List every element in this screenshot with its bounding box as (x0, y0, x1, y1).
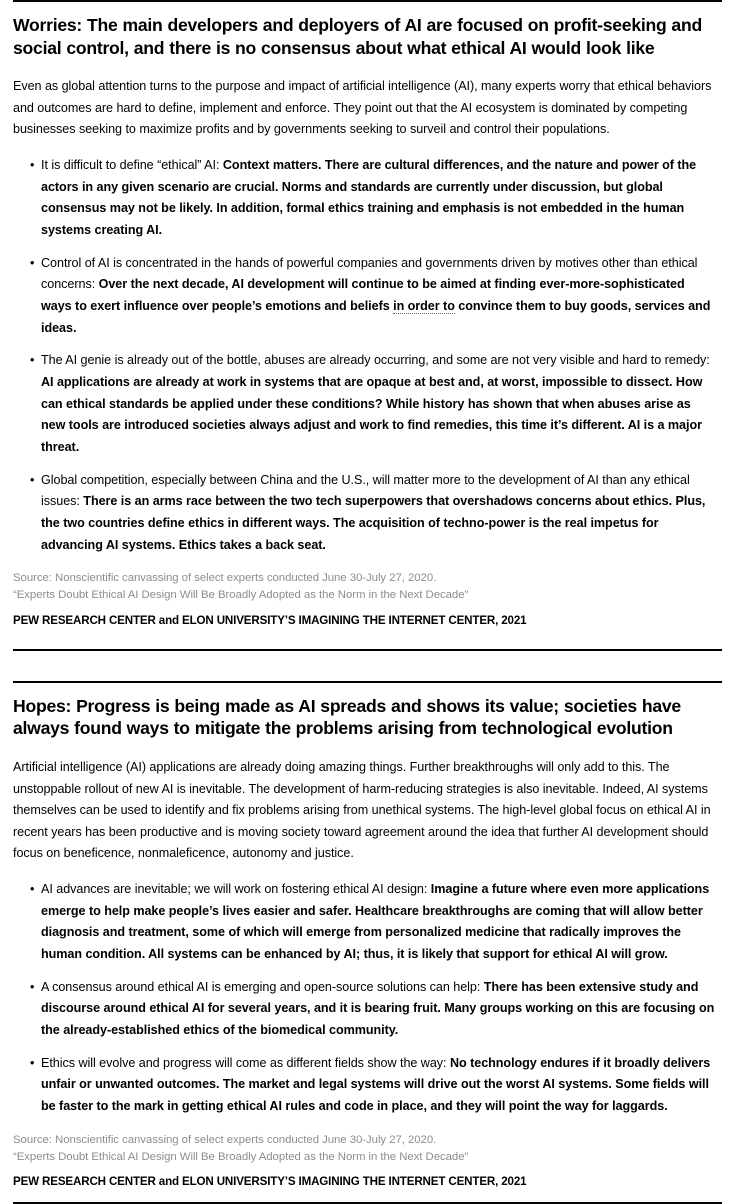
section-intro-hopes: Artificial intelligence (AI) applications are already doing amazing things. Further breakthroughs will only add to this. The unstoppable rollout of new AI is inevitable. The development of harm-reducing strategies is also inevitable. Indeed, AI systems themselves can be used to identify and fix problems arising from unethical systems. The high-level global focus on ethical AI in recent years has been productive and is moving society toward agreement around the idea that further AI development should focus on beneficence, nonmaleficence, autonomy and justice. (13, 759, 711, 861)
bullet-marker-icon: • (30, 472, 35, 487)
section-headline-hopes: Hopes: Progress is being made as AI spreads and shows its value; societies have always found ways to mitigate the problems arising from technological evolution (13, 695, 681, 739)
section-intro-worries: Even as global attention turns to the purpose and impact of artificial intelligence (AI), many experts worry that ethical behaviors and outcomes are hard to define, implement and enforce. They point out that the AI ecosystem is dominated by competing businesses seeking to maximize profits and by governments seeking to surveil and control their populations. (13, 79, 712, 137)
source-line-1: Source: Nonscientific canvassing of select experts conducted June 30-July 27, 2020. (13, 1133, 437, 1146)
spacer-after-hopes (0, 1188, 737, 1202)
bullet-list-worries (13, 155, 722, 556)
attribution-line: PEW RESEARCH CENTER and ELON UNIVERSITY’S IMAGINING THE INTERNET CENTER, 2021 (13, 613, 527, 627)
source-line-1: Source: Nonscientific canvassing of select experts conducted June 30-July 27, 2020. (13, 572, 437, 585)
bullet-marker-icon: • (30, 979, 35, 994)
list-item (13, 470, 722, 557)
source-note-worries (13, 570, 722, 627)
bullet-lead: Control of AI is concentrated in the hands of powerful companies and governments driven by motives other than ethical concerns: (41, 255, 698, 292)
source-line-2: “Experts Doubt Ethical AI Design Will Be Broadly Adopted as the Norm in the Next Decade” (13, 1151, 469, 1164)
list-item (13, 253, 722, 340)
bullet-body-post: convince them to buy goods, services and ideas. (41, 298, 711, 335)
bullet-body: Imagine a future where even more applications emerge to help make people’s lives easier and safer. Healthcare breakthroughs are coming that will allow better diagnosis and treatment, some of which will emerge from personalized medicine that radically improves the human condition. All systems can be enhanced by AI; thus, it is likely that support for ethical AI will grow. (41, 882, 710, 962)
grammar-suggestion-text[interactable]: in order to (393, 298, 455, 313)
source-note-hopes (13, 1132, 722, 1189)
source-line-2: “Experts Doubt Ethical AI Design Will Be Broadly Adopted as the Norm in the Next Decade” (13, 589, 469, 602)
bullet-lead: The AI genie is already out of the bottle, abuses are already occurring, and some are not very visible and hard to remedy: (41, 353, 710, 368)
bullet-lead: A consensus around ethical AI is emerging and open-source solutions can help: (41, 979, 484, 994)
section-divider-gap (0, 651, 737, 681)
bullet-body-pre: Over the next decade, AI development will continue to be aimed at finding ever-more-sophisticated ways to exert influence over people’s emotions and beliefs (41, 277, 685, 313)
bullet-body: There is an arms race between the two tech superpowers that overshadows concerns about ethics. Plus, the two countries define ethics in different ways. The acquisition of techno-power is the real impetus for advancing AI systems. Ethics takes a back seat. (41, 494, 706, 552)
bullet-body: Context matters. There are cultural differences, and the nature and power of the actors in any given scenario are crucial. Norms and standards are currently under discussion, but global consensus may not be likely. In addition, formal ethics training and emphasis is not embedded in the human systems creating AI. (41, 158, 697, 237)
bullet-body: No technology endures if it broadly delivers unfair or unwanted outcomes. The market and legal systems will drive out the worst AI systems. Some fields will be faster to the mark in getting ethical AI rules and code in place, and they will point the way for laggards. (41, 1055, 711, 1114)
bullet-lead: Ethics will evolve and progress will come as different fields show the way: (41, 1055, 450, 1070)
bullet-body: AI applications are already at work in systems that are opaque at best and, at worst, impossible to dissect. How can ethical standards be applied under these conditions? While history has shown that when abuses arise as new tools are introduced societies always adjust and work to find remedies, this time it’s different. AI is a major threat. (41, 374, 703, 454)
list-item (13, 155, 722, 242)
bullet-marker-icon: • (30, 255, 35, 270)
section-top-rule-hopes (13, 681, 722, 683)
section-hopes (0, 695, 737, 1189)
bullet-marker-icon: • (30, 158, 35, 172)
list-item (13, 1053, 722, 1118)
bullet-marker-icon: • (30, 1055, 35, 1070)
attribution-line: PEW RESEARCH CENTER and ELON UNIVERSITY’S IMAGINING THE INTERNET CENTER, 2021 (13, 1175, 527, 1189)
section-worries (0, 14, 737, 627)
section-headline-worries: Worries: The main developers and deployers of AI are focused on profit-seeking and social control, and there is no consensus about what ethical AI would look like (13, 15, 702, 58)
bullet-lead: AI advances are inevitable; we will work on fostering ethical AI design: (41, 882, 431, 897)
bullet-lead: Global competition, especially between China and the U.S., will matter more to the development of AI than any ethical issues: (41, 472, 690, 509)
list-item (13, 977, 722, 1042)
bullet-list-hopes (13, 879, 722, 1118)
bullet-marker-icon: • (30, 882, 35, 897)
list-item (13, 879, 722, 966)
bullet-marker-icon: • (30, 353, 35, 368)
bullet-lead: It is difficult to define “ethical” AI: (41, 158, 223, 172)
section-top-rule-worries (13, 0, 722, 2)
list-item (13, 350, 722, 458)
bullet-body: There has been extensive study and discourse around ethical AI for several years, and it is bearing fruit. Many groups working on this are focusing on the already-established ethics of the biomedical community. (41, 979, 715, 1038)
spacer-after-worries (0, 627, 737, 649)
